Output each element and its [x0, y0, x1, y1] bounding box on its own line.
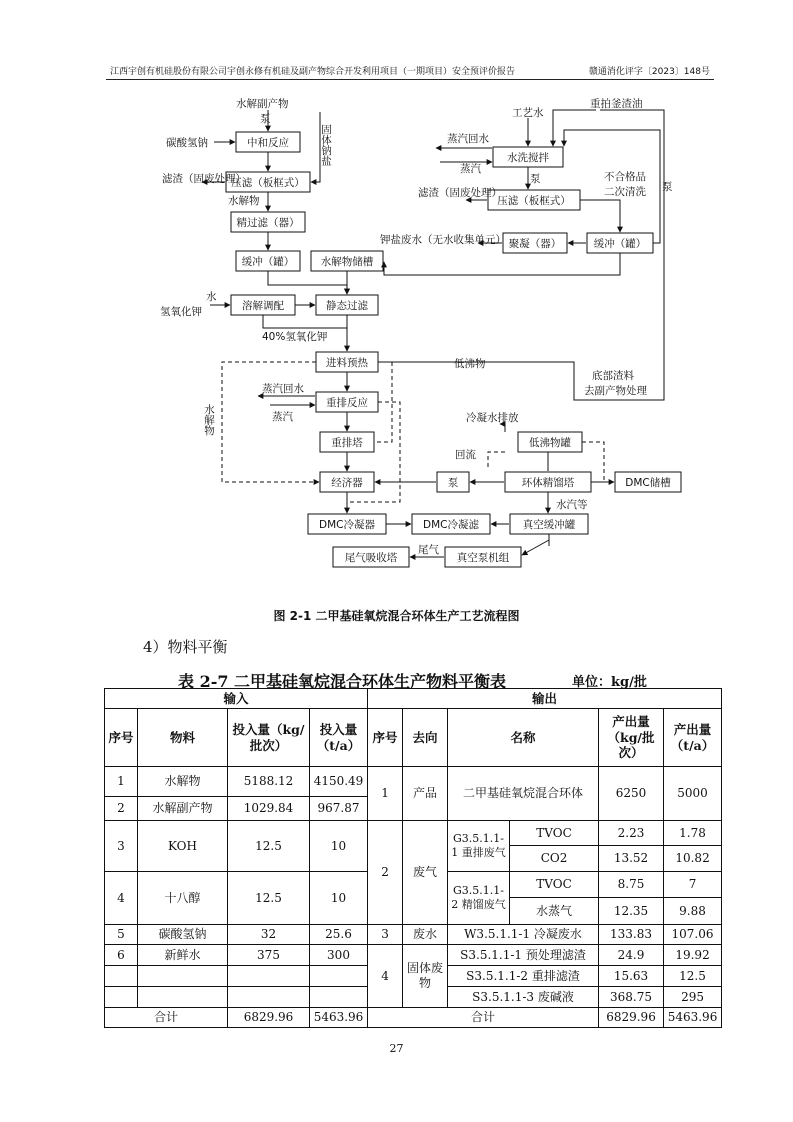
box-pump-label: 泵: [447, 477, 459, 489]
cell: 7: [664, 872, 722, 898]
box-vacuum-pump-label: 真空泵机组: [456, 552, 510, 564]
cell: 295: [664, 987, 722, 1008]
table-row: [105, 767, 722, 797]
cell: 3: [105, 821, 138, 872]
cell: 5463.96: [664, 1008, 722, 1028]
cell: 废气: [403, 821, 448, 925]
cell: [310, 966, 368, 987]
label-byproduct: 水解副产物: [236, 98, 289, 110]
box-fine-filter-label: 精过滤（器）: [236, 217, 300, 229]
cell: [310, 987, 368, 1008]
label-steam-return: 蒸汽回水: [262, 383, 304, 395]
cell: 15.63: [599, 966, 664, 987]
cell: 合计: [368, 1008, 599, 1028]
header-output: 输出: [368, 689, 722, 709]
cell: 12.5: [664, 966, 722, 987]
box-hydrolyzate-tank-label: 水解物储槽: [320, 256, 374, 268]
cell: 水解副产物: [138, 797, 228, 821]
header-doc-number: 赣通消化评字〔2023〕148号: [588, 67, 710, 77]
label-wastewater: 钾盐废水（无水收集单元）: [380, 234, 506, 246]
cell: 5188.12: [228, 767, 310, 797]
label-bottom: 底部渣料: [592, 370, 634, 382]
cell: 5463.96: [310, 1008, 368, 1028]
box-dmc-cond-filter-label: DMC冷凝滤: [423, 519, 479, 531]
cell: S3.5.1.1-3 废碱液: [448, 987, 599, 1008]
label-bottom2: 去副产物处理: [584, 385, 647, 397]
table-row: [105, 821, 722, 846]
label-hydrolyzate: 水解物: [228, 195, 260, 207]
box-dmc-condenser-label: DMC冷凝器: [319, 519, 375, 531]
cell: 废水: [403, 925, 448, 945]
label-hydrolyzate-vertical: [203, 403, 215, 436]
cell: TVOC: [510, 872, 599, 898]
cell: 24.9: [599, 945, 664, 966]
label-koh: 氢氧化钾: [160, 306, 202, 318]
cell: [138, 966, 228, 987]
cell: 300: [310, 945, 368, 966]
label-water: 水: [206, 291, 217, 303]
label-low-boil: 低沸物: [454, 358, 486, 370]
label-steam: 蒸汽: [272, 411, 293, 423]
cell: 产品: [403, 767, 448, 821]
cell: 12.35: [599, 898, 664, 925]
cell: 9.88: [664, 898, 722, 925]
cell: 水蒸气: [510, 898, 599, 925]
col-dest: 去向: [403, 709, 448, 767]
svg-text:固体钠盐: 固体钠盐: [320, 124, 332, 166]
table-row-total: [105, 1008, 722, 1028]
col-no: 序号: [105, 709, 138, 767]
cell: 新鲜水: [138, 945, 228, 966]
cell: 32: [228, 925, 310, 945]
box-filter-press-right-label: 压滤（板框式）: [497, 195, 571, 207]
box-buffer-right-label: 缓冲（罐）: [593, 238, 647, 250]
label-vapor: 水汽等: [556, 499, 588, 511]
table-row: [105, 925, 722, 945]
cell: 375: [228, 945, 310, 966]
page-number: 27: [389, 1042, 404, 1055]
cell: 1.78: [664, 821, 722, 846]
cell: CO2: [510, 846, 599, 872]
cell: 碳酸氢钠: [138, 925, 228, 945]
label-residue-left: 滤渣（固废处理）: [162, 173, 246, 185]
box-economizer-label: 经济器: [331, 477, 363, 489]
cell: 12.5: [228, 821, 310, 872]
box-static-filter-label: 静态过滤: [326, 300, 368, 312]
cell: 4: [105, 872, 138, 925]
cell: KOH: [138, 821, 228, 872]
cell: 8.75: [599, 872, 664, 898]
label-cond-discharge: 冷凝水排放: [466, 412, 519, 424]
label-solid-salt: [320, 124, 332, 166]
section-heading: 4）物料平衡: [143, 638, 228, 656]
label-koh40: 40%氢氧化钾: [262, 331, 328, 343]
box-filter-press-left-label: 压滤（板框式）: [231, 177, 305, 189]
box-water-wash-label: 水洗搅拌: [507, 152, 549, 164]
cell: 12.5: [228, 872, 310, 925]
cell: 133.83: [599, 925, 664, 945]
figure-caption: 图 2-1 二甲基硅氧烷混合环体生产工艺流程图: [273, 609, 520, 623]
cell: 6829.96: [228, 1008, 310, 1028]
box-rearrange-tower-label: 重排塔: [331, 437, 363, 449]
col-out-no: 序号: [368, 709, 403, 767]
cell: W3.5.1.1-1 冷凝废水: [448, 925, 599, 945]
label-pump-top: 泵: [260, 113, 271, 125]
label-residue-right: 滤渣（固废处理）: [418, 187, 502, 199]
cell: 2: [368, 821, 403, 925]
box-preheat-label: 进料预热: [326, 357, 368, 369]
cell: 10: [310, 821, 368, 872]
box-rearrange-label: 重排反应: [326, 397, 368, 409]
table-row: [105, 945, 722, 966]
label-heavy-oil: 重拍釜渣油: [590, 98, 643, 110]
cell: 13.52: [599, 846, 664, 872]
cell: 1029.84: [228, 797, 310, 821]
cell: 4: [368, 945, 403, 1008]
box-vacuum-buffer-label: 真空缓冲罐: [522, 519, 576, 531]
label-steam-right: 蒸汽: [460, 163, 481, 175]
box-tail-absorb-label: 尾气吸收塔: [344, 552, 398, 564]
cell: [105, 987, 138, 1008]
box-dmc-tank-label: DMC储槽: [625, 477, 671, 489]
svg-text:水解物: 水解物: [203, 404, 215, 436]
label-reflux: 回流: [455, 449, 476, 461]
cell: 19.92: [664, 945, 722, 966]
box-ring-tower-label: 环体精馏塔: [521, 477, 575, 489]
cell: G3.5.1.1-1 重排废气: [448, 821, 510, 872]
label-pump-side: 泵: [662, 181, 673, 193]
cell: 107.06: [664, 925, 722, 945]
label-nahco3: 碳酸氢钠: [166, 137, 208, 149]
box-low-boil-tank-label: 低沸物罐: [529, 437, 571, 449]
cell: 水解物: [138, 767, 228, 797]
cell: 6250: [599, 767, 664, 821]
col-in-batch: 投入量（kg/批次）: [228, 709, 310, 767]
cell: 固体废物: [403, 945, 448, 1008]
cell: 967.87: [310, 797, 368, 821]
cell: 6: [105, 945, 138, 966]
cell: 2.23: [599, 821, 664, 846]
cell: 1: [105, 767, 138, 797]
header-title: 江西宇创有机硅股份有限公司宇创永修有机硅及副产物综合开发利用项目（一期项目）安全预评价报告: [110, 67, 516, 77]
col-in-year: 投入量（t/a）: [310, 709, 368, 767]
box-coagulate-label: 聚凝（器）: [508, 238, 562, 250]
cell: [228, 987, 310, 1008]
cell: 5: [105, 925, 138, 945]
table-title: 表 2-7 二甲基硅氧烷混合环体生产物料平衡表: [178, 672, 507, 691]
label-pump-right: 泵: [530, 173, 541, 185]
table-unit: 单位：kg/批: [572, 675, 647, 690]
cell: 1: [368, 767, 403, 821]
cell: 10: [310, 872, 368, 925]
cell: S3.5.1.1-1 预处理滤渣: [448, 945, 599, 966]
label-unqualified: 不合格品: [604, 171, 646, 183]
cell: 5000: [664, 767, 722, 821]
cell: S3.5.1.1-2 重排滤渣: [448, 966, 599, 987]
cell: 6829.96: [599, 1008, 664, 1028]
col-material: 物料: [138, 709, 228, 767]
cell: 368.75: [599, 987, 664, 1008]
box-dissolve-label: 溶解调配: [242, 300, 284, 312]
label-steam-return-right: 蒸汽回水: [447, 133, 489, 145]
label-tail-gas: 尾气: [418, 544, 439, 556]
cell: [105, 966, 138, 987]
box-buffer-left-label: 缓冲（罐）: [241, 256, 295, 268]
header-input: 输入: [105, 689, 368, 709]
label-process-water: 工艺水: [512, 107, 544, 119]
label-rewash: 二次清洗: [604, 186, 646, 198]
col-out-year: 产出量（t/a）: [664, 709, 722, 767]
cell: 25.6: [310, 925, 368, 945]
box-neutralize-label: 中和反应: [247, 137, 289, 149]
cell: 3: [368, 925, 403, 945]
col-name: 名称: [448, 709, 599, 767]
col-out-batch: 产出量（kg/批次）: [599, 709, 664, 767]
cell: G3.5.1.1-2 精馏废气: [448, 872, 510, 925]
material-balance-table: [104, 688, 722, 1028]
cell: TVOC: [510, 821, 599, 846]
cell: [228, 966, 310, 987]
cell: 十八醇: [138, 872, 228, 925]
cell: 2: [105, 797, 138, 821]
cell: 二甲基硅氧烷混合环体: [448, 767, 599, 821]
cell: [138, 987, 228, 1008]
cell: 4150.49: [310, 767, 368, 797]
cell: 10.82: [664, 846, 722, 872]
cell: 合计: [105, 1008, 228, 1028]
